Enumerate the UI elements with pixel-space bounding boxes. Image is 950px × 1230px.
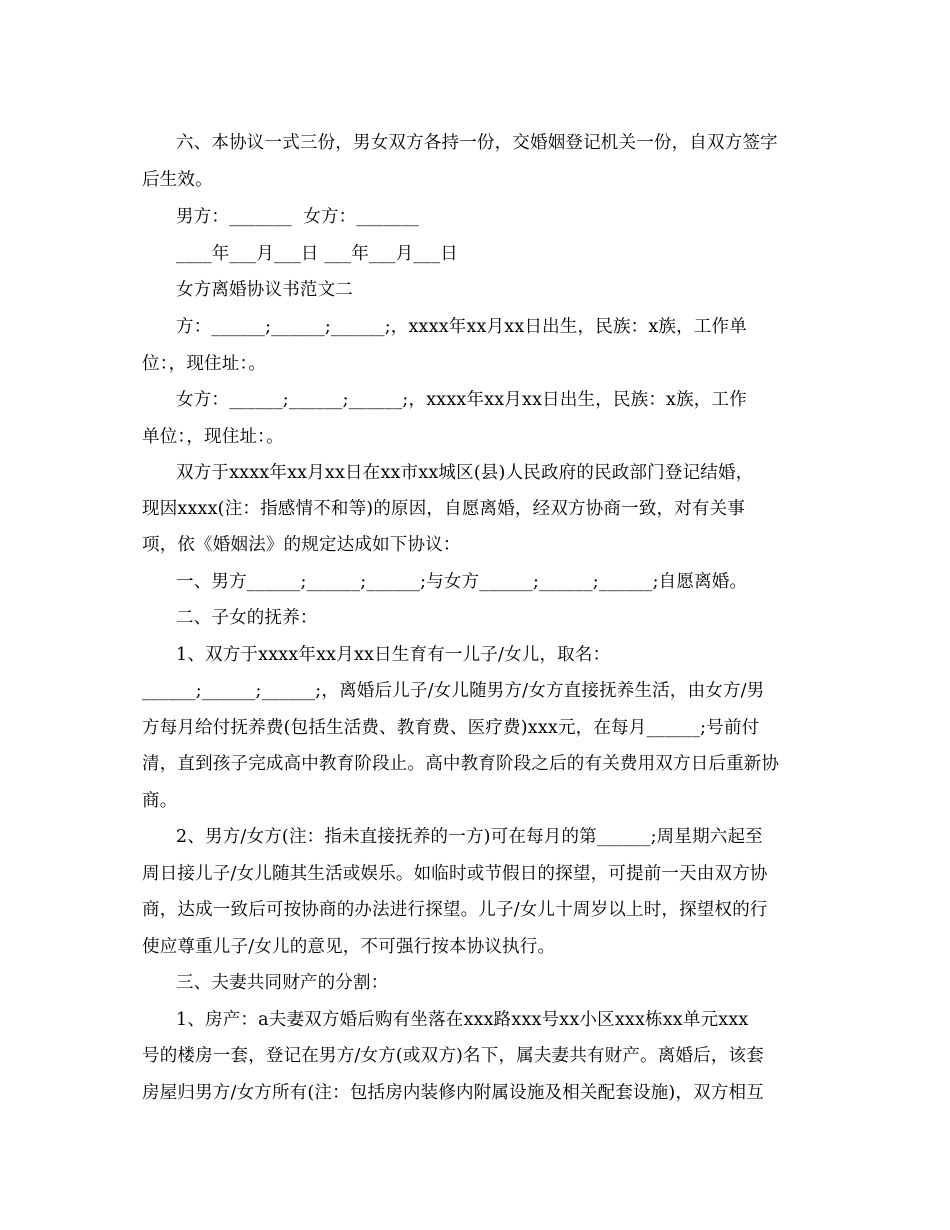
text-line: 方：______;______;______;，xxxx年xx月xx日出生，民族：x族，工作单 [176,317,747,337]
text-line: 房屋归男方/女方所有(注：包括房内装修内附属设施及相关配套设施)，双方相互 [142,1083,764,1103]
text-line: 清，直到孩子完成高中教育阶段止。高中教育阶段之后的有关费用双方日后重新协 [142,754,780,774]
text-line: 二、子女的抚养： [176,608,318,628]
text-line: 一、男方______;______;______;与女方______;______;______;自愿离婚。 [176,572,748,592]
text-line: 1、房产：a夫妻双方婚后购有坐落在xxx路xxx号xx小区xxx栋xx单元xxx [176,1010,749,1030]
text-line: 方每月给付抚养费(包括生活费、教育费、医疗费)xxx元，在每月______;号前付 [142,718,760,738]
text-line: 三、夫妻共同财产的分割： [176,973,389,993]
text-line: 2、男方/女方(注：指未直接抚养的一方)可在每月的第______;周星期六起至 [176,827,763,847]
text-line: ______;______;______;，离婚后儿子/女儿随男方/女方直接抚养生活，由女方/男 [142,681,765,701]
text-line: 使应尊重儿子/女儿的意见，不可强行按本协议执行。 [142,937,556,957]
text-line: 周日接儿子/女儿随其生活或娱乐。如临时或节假日的探望，可提前一天由双方协 [142,864,768,884]
section-heading: 女方离婚协议书范文二 [176,280,353,300]
text-line: 位：，现住址：。 [142,354,267,374]
text-line: 六、本协议一式三份，男女双方各持一份，交婚姻登记机关一份，自双方签字 [176,133,778,153]
text-line: 项，依《婚姻法》的规定达成如下协议： [142,535,461,555]
text-line: 号的楼房一套，登记在男方/女方(或双方)名下，属夫妻共有财产。离婚后，该套 [142,1046,764,1066]
text-line: 1、双方于xxxx年xx月xx日生育有一儿子/女儿，取名： [176,645,611,665]
text-line: ____年___月___日 ___年___月___日 [176,244,459,264]
text-line: 女方：______;______;______;，xxxx年xx月xx日出生，民族：x族，工作 [176,390,747,410]
text-line: 现因xxxx(注：指感情不和等)的原因，自愿离婚，经双方协商一致，对有关事 [142,499,746,519]
text-line: 后生效。 [142,170,213,190]
text-line: 男方：_______ 女方：_______ [176,207,420,227]
text-line: 商，达成一致后可按协商的办法进行探望。儿子/女儿十周岁以上时，探望权的行 [142,900,768,920]
text-line: 商。 [142,791,178,811]
text-line: 单位：，现住址：。 [142,427,284,447]
text-line: 双方于xxxx年xx月xx日在xx市xx城区(县)人民政府的民政部门登记结婚， [176,463,754,483]
